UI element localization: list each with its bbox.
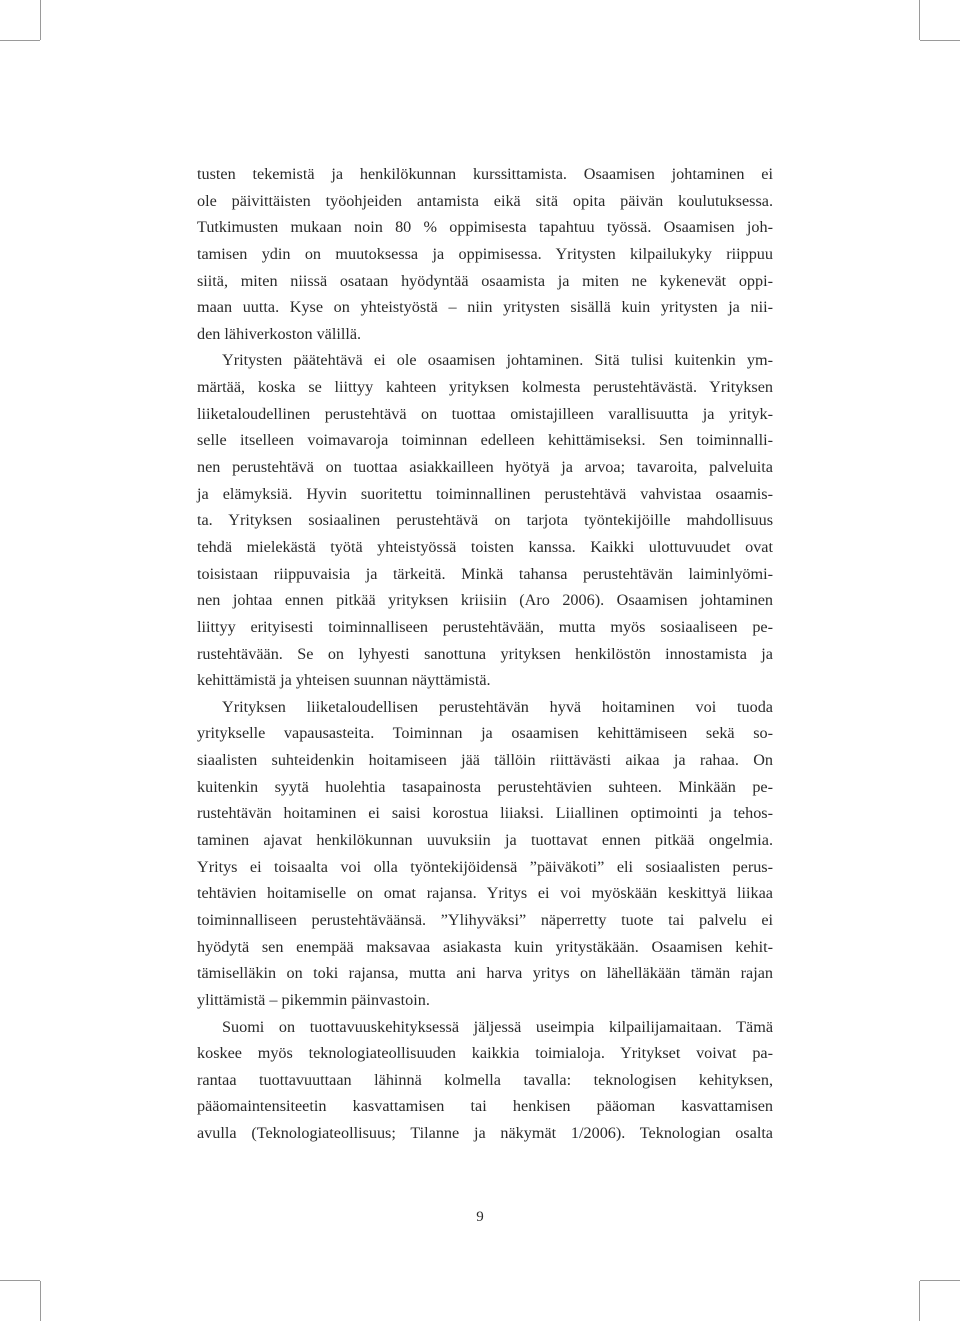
crop-mark-bottom-left-vertical — [40, 1281, 41, 1321]
page-number: 9 — [476, 1209, 484, 1225]
text-line: Suomi on tuottavuuskehityksessä jäljessä useimpia kilpailijamaitaan. Tämä — [222, 1017, 773, 1036]
crop-mark-top-right-horizontal — [920, 40, 960, 41]
text-line: maan uutta. Kyse on yhteistyöstä – niin yritysten sisällä kuin yritysten ja nii- — [197, 298, 773, 317]
body-text — [197, 161, 773, 1147]
text-line: siitä, miten niissä osataan hyödyntää osaamista ja miten ne kykenevät oppi- — [197, 271, 773, 290]
text-line: tehdä mielekästä työtä yhteistyössä toisten kanssa. Kaikki ulottuvuudet ovat — [197, 537, 773, 556]
crop-mark-bottom-right-horizontal — [920, 1280, 960, 1281]
text-line: ole päivittäisten työohjeiden antamista eikä sitä opita päivän koulutuksessa. — [197, 191, 773, 210]
text-line: den lähiverkoston välillä. — [197, 324, 362, 343]
paragraph — [197, 347, 773, 693]
crop-mark-top-left-vertical — [40, 0, 41, 40]
text-line: rustehtävän hoitaminen ei saisi korostua liiaksi. Liiallinen optimointi ja tehos- — [197, 804, 773, 823]
text-line: liittyy erityisesti toiminnalliseen perustehtävään, mutta myös sosiaaliseen pe- — [197, 617, 773, 636]
text-line: ylittämistä – pikemmin päinvastoin. — [197, 990, 430, 1009]
text-line: tehtävien hoitamiselle on omat rajansa. Yritys ei voi myöskään keskittyä liikaa — [197, 884, 773, 903]
text-line: tämiselläkin on toki rajansa, mutta ani harva yritys on lähelläkään tämän rajan — [197, 964, 773, 983]
text-line: tusten tekemistä ja henkilökunnan kurssittamista. Osaamisen johtaminen ei — [197, 165, 773, 183]
text-line: rustehtävään. Se on lyhyesti sanottuna yrityksen henkilöstön innostamista ja — [197, 644, 773, 663]
crop-mark-bottom-left-horizontal — [0, 1280, 40, 1281]
text-line: kuitenkin syytä huolehtia tasapainosta perustehtävien suhteen. Minkään pe- — [197, 777, 773, 796]
text-line: Tutkimusten mukaan noin 80 % oppimisesta tapahtuu työssä. Osaamisen joh- — [197, 218, 773, 237]
crop-mark-top-left-horizontal — [0, 40, 40, 41]
text-line: toiminnalliseen perustehtäväänsä. ”Ylihyväksi” näperretty tuote tai palvelu ei — [197, 910, 773, 929]
text-line: kehittämistä ja yhteisen suunnan näyttämistä. — [197, 671, 491, 690]
crop-mark-bottom-right-vertical — [919, 1281, 920, 1321]
text-line: koskee myös teknologiateollisuuden kaikkia toimialoja. Yritykset voivat pa- — [197, 1044, 773, 1063]
text-line: Yrityksen liiketaloudellisen perustehtävän hyvä hoitaminen voi tuoda — [222, 697, 773, 716]
text-line: märtää, koska se liittyy kahteen yrityksen kolmesta perustehtävästä. Yrityksen — [197, 378, 773, 397]
text-line: avulla (Teknologiateollisuus; Tilanne ja näkymät 1/2006). Teknologian osalta — [197, 1124, 773, 1143]
text-line: toisistaan riippuvaisia ja tärkeitä. Minkä tahansa perustehtävän laiminlyömi- — [197, 564, 773, 583]
paragraph — [197, 161, 773, 347]
text-line: nen johtaa ennen pitkää yrityksen kriisiin (Aro 2006). Osaamisen johtaminen — [197, 591, 773, 610]
text-line: rantaa tuottavuuttaan lähinnä kolmella tavalla: teknologisen kehityksen, — [197, 1070, 773, 1089]
paragraph — [197, 1014, 773, 1147]
text-line: yritykselle vapausasteita. Toiminnan ja osaamisen kehittämiseen sekä so- — [197, 724, 773, 743]
text-line: liiketaloudellinen perustehtävä on tuottaa omistajilleen varallisuutta ja yrityk- — [197, 404, 773, 423]
text-line: hyödytä sen enempää maksavaa asiakasta kuin yritystäkään. Osaamisen kehit- — [197, 937, 773, 956]
crop-mark-top-right-vertical — [919, 0, 920, 40]
text-line: nen perustehtävä on tuottaa asiakkailleen hyötyä ja arvoa; tavaroita, palveluita — [197, 458, 773, 477]
text-line: taminen ajavat henkilökunnan uuvuksiin ja tuottavat ennen pitkää ongelmia. — [197, 831, 773, 850]
text-line: tamisen ydin on muutoksessa ja oppimisessa. Yritysten kilpailukyky riippuu — [197, 244, 773, 263]
text-line: selle itselleen voimavaroja toiminnan edelleen kehittämiseksi. Sen toiminnalli- — [197, 431, 773, 450]
text-line: siaalisten suhteidenkin hoitamiseen jää tällöin riittävästi aikaa ja rahaa. On — [197, 751, 773, 770]
text-line: ja elämyksiä. Hyvin suoritettu toiminnallinen perustehtävä vahvistaa osaamis- — [197, 484, 773, 503]
text-line: Yritys ei toisaalta voi olla työntekijöidensä ”päiväkoti” eli sosiaalisten perus- — [197, 857, 773, 876]
paragraph — [197, 694, 773, 1014]
text-line: pääomaintensiteetin kasvattamisen tai henkisen pääoman kasvattamisen — [197, 1097, 773, 1116]
text-line: ta. Yrityksen sosiaalinen perustehtävä on tarjota työntekijöille mahdollisuus — [197, 511, 773, 530]
text-line: Yritysten päätehtävä ei ole osaamisen johtaminen. Sitä tulisi kuitenkin ym- — [222, 351, 773, 370]
